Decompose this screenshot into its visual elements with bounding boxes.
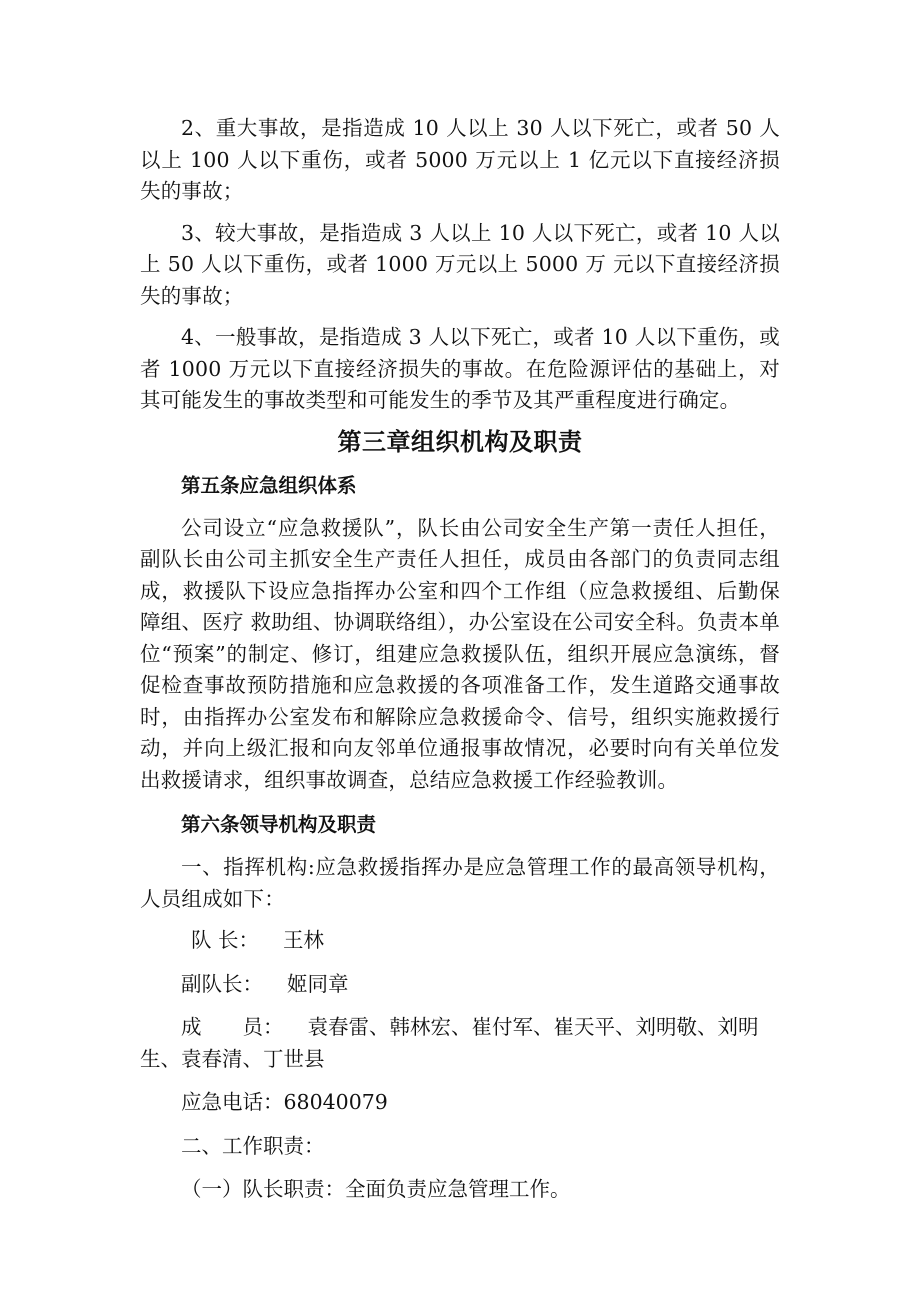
- paragraph-larger-accident: 3、较大事故，是指造成 3 人以上 10 人以下死亡，或者 10 人以上 50 人以下重伤，或者 1000 万元以上 5000 万 元以下直接经济损失的事故；: [140, 220, 780, 308]
- leader-row: [140, 925, 780, 957]
- leader-name: 王林: [283, 928, 325, 952]
- duties-heading: 二、工作职责：: [181, 1133, 325, 1158]
- article5-heading: 第五条应急组织体系: [181, 473, 357, 497]
- article6-heading: 第六条领导机构及职责: [181, 813, 377, 836]
- article5-body: 公司设立“应急救援队”，队长由公司安全生产第一责任人担任，副队长由公司主抓安全生产责任人担任，成员由各部门的负责同志组成，救援队下设应急指挥办公室和四个工作组（应急救援组、后勤保障组、医疗 救助组、协调联络组），办公室设在公司安全科。负责本单位“预案”的制定、修订，组建应急救援队伍，组织开展应急演练，督促检查事故预防措施和应急救援的各项准备工作，发生道路交通事故时，由指挥办公室发布和解除应急救援命令、信号，组织实施救援行动，并向上级汇报和向友邻单位通报事故情况，必要时向有关单位发出救援请求，组织事故调查，总结应急救援工作经验教训。: [140, 515, 780, 792]
- deputy-name: 姬同章: [287, 971, 349, 996]
- deputy-label: 副队长：: [181, 971, 263, 996]
- chapter-title: 第三章组织机构及职责: [337, 427, 583, 456]
- members-label: 成 员：: [181, 1015, 284, 1039]
- paragraph-general-accident: 4、一般事故，是指造成 3 人以下死亡，或者 10 人以下重伤，或者 1000 万元以下直接经济损失的事故。在危险源评估的基础上，对其可能发生的事故类型和可能发生的季节及其严重程度进行确定。: [140, 325, 780, 412]
- command-structure-paragraph: 一、指挥机构:应急救援指挥办是应急管理工作的最高领导机构，人员组成如下：: [140, 855, 780, 911]
- leader-label: 队 长：: [191, 928, 260, 952]
- emergency-phone: 应急电话：68040079: [181, 1090, 388, 1114]
- members-names: 袁春雷、韩林宏、崔付军、崔天平、刘明敬、刘明生、袁春清、丁世县: [140, 1015, 759, 1071]
- deputy-row: [140, 969, 780, 1001]
- members-row: [140, 1012, 780, 1075]
- paragraph-major-accident: 2、重大事故，是指造成 10 人以上 30 人以下死亡，或者 50 人以上 100 人以下重伤，或者 5000 万元以上 1 亿元以下直接经济损失的事故；: [140, 116, 780, 203]
- leader-duty: （一）队长职责：全面负责应急管理工作。: [181, 1177, 571, 1201]
